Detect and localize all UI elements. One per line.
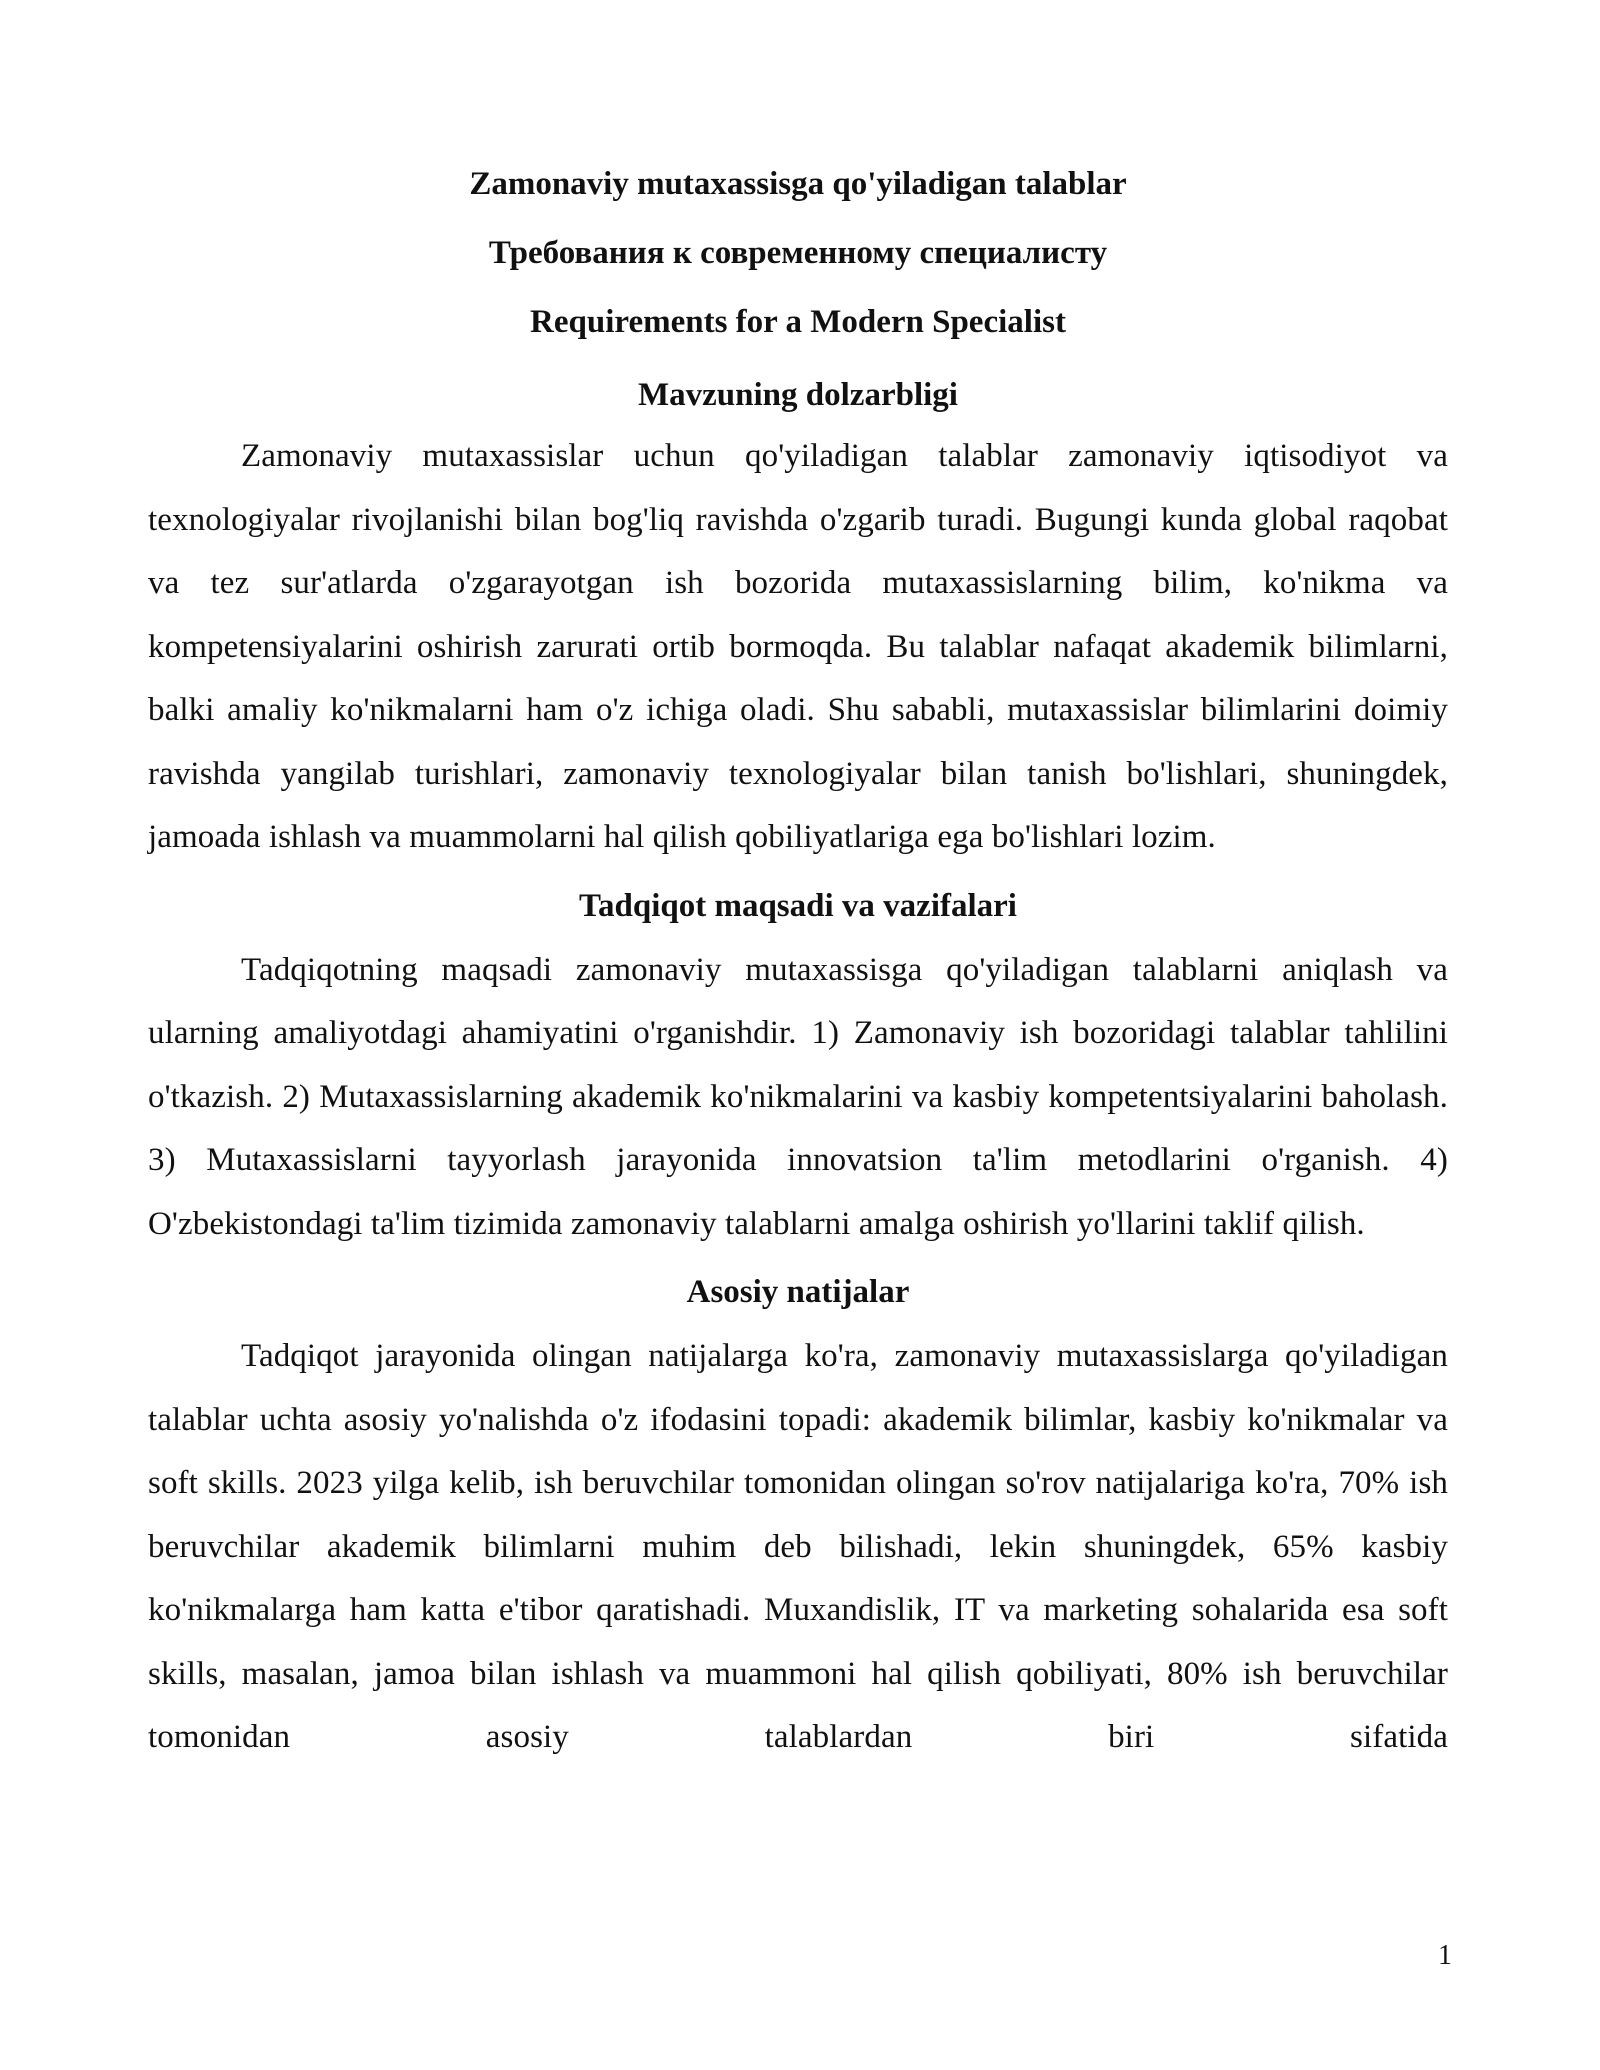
document-title-block xyxy=(148,150,1448,357)
section-heading-results: Asosiy natijalar xyxy=(686,1274,910,1310)
section-heading-relevance: Mavzuning dolzarbligi xyxy=(638,377,958,413)
section-heading-objectives: Tadqiqot maqsadi va vazifalari xyxy=(579,887,1017,924)
title-english: Requirements for a Modern Specialist xyxy=(530,304,1066,340)
section-paragraph-results: Tadqiqot jarayonida olingan natijalarga ko'ra, zamonaviy mutaxassislarga qo'yiladigan talablar uchta asosiy yo'nalishda o'z ifodasini topadi: akademik bilimlar, kasbiy ko'nikmalar va soft skills. 2023 yilga kelib, ish beruvchilar tomonidan olingan so'rov natijalariga ko'ra, 70% ish beruvchilar akademik bilimlarni muhim deb bilishadi, lekin shuningdek, 65% kasbiy ko'nikmalarga ham katta e'tibor qaratishadi. Muxandislik, IT va marketing sohalarida esa soft skills, masalan, jamoa bilan ishlash va muammoni hal qilish qobiliyati, 80% ish beruvchilar tomonidan asosiy talablardan biri sifatida xyxy=(148,1338,1448,1755)
section-paragraph-objectives: Tadqiqotning maqsadi zamonaviy mutaxassisga qo'yiladigan talablarni aniqlash va ularning amaliyotdagi ahamiyatini o'rganishdir. 1) Zamonaviy ish bozoridagi talablar tahlilini o'tkazish. 2) Mutaxassislarning akademik ko'nikmalarini va kasbiy kompetentsiyalarini baholash. 3) Mutaxassislarni tayyorlash jarayonida innovatsion ta'lim metodlarini o'rganish. 4) O'zbekistondagi ta'lim tizimida zamonaviy talablarni amalga oshirish yo'llarini taklif qilish. xyxy=(148,951,1448,1242)
document-page xyxy=(148,150,1448,1770)
title-russian: Требования к современному специалисту xyxy=(488,235,1108,271)
title-uzbek: Zamonaviy mutaxassisga qo'yiladigan talablar xyxy=(469,166,1127,202)
page-number: 1 xyxy=(1438,1940,1452,1971)
section-paragraph-relevance: Zamonaviy mutaxassislar uchun qo'yiladigan talablar zamonaviy iqtisodiyot va texnologiyalar rivojlanishi bilan bog'liq ravishda o'zgarib turadi. Bugungi kunda global raqobat va tez sur'atlarda o'zgarayotgan ish bozorida mutaxassislarning bilim, ko'nikma va kompetensiyalarini oshirish zarurati ortib bormoqda. Bu talablar nafaqat akademik bilimlarni, balki amaliy ko'nikmalarni ham o'z ichiga oladi. Shu sababli, mutaxassislar bilimlarini doimiy ravishda yangilab turishlari, zamonaviy texnologiyalar bilan tanish bo'lishlari, shuningdek, jamoada ishlash va muammolarni hal qilish qobiliyatlariga ega bo'lishlari lozim. xyxy=(148,438,1448,855)
